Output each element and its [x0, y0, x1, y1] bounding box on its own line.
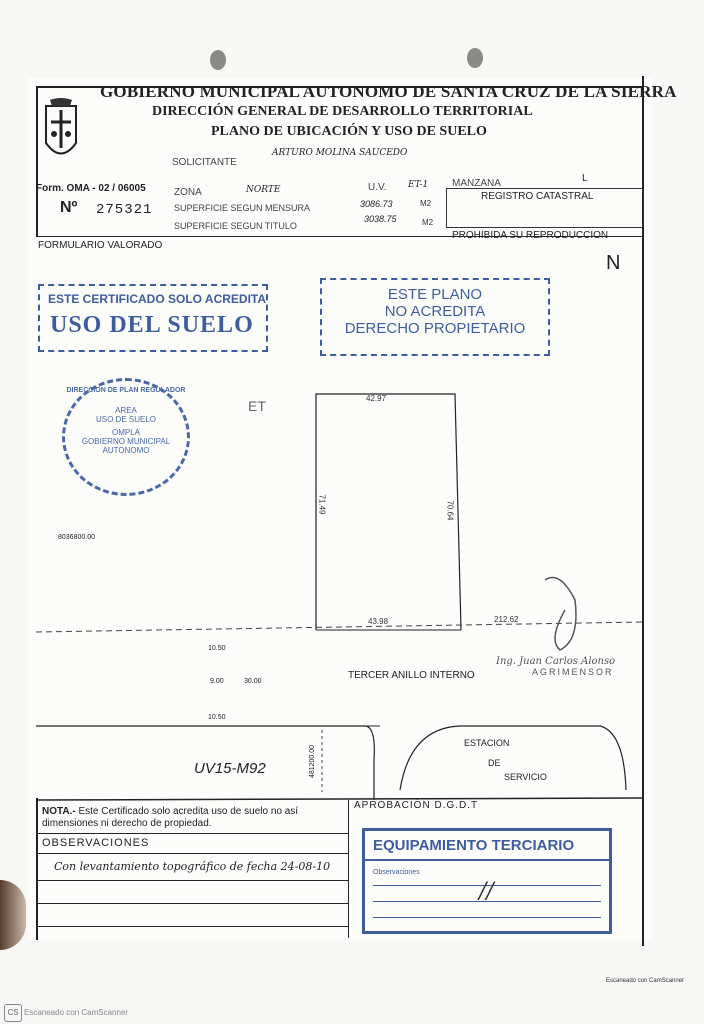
surveyor-title: AGRIMENSOR [532, 667, 614, 677]
formulario-valorado: FORMULARIO VALORADO [38, 240, 163, 251]
dim-900: 9.00 [210, 678, 224, 685]
zona-label: ZONA [174, 187, 202, 198]
footer-left-border [36, 798, 38, 940]
zona-value: NORTE [246, 185, 281, 195]
observaciones-handwritten: Con levantamiento topográfico de fecha 24-08-10 [54, 860, 331, 873]
solicitante-label: SOLICITANTE [172, 157, 237, 168]
observaciones-label: OBSERVACIONES [42, 837, 150, 849]
number-label: Nº [60, 199, 78, 216]
surveyor-stamp [496, 656, 626, 677]
nota-block [42, 806, 342, 830]
coord-x: 481200.00 [309, 744, 317, 779]
camscanner-logo-icon: CS [4, 1004, 22, 1022]
road-label: TERCER ANILLO INTERNO [348, 670, 475, 681]
sup-mensura-label: SUPERFICIE SEGUN MENSURA [174, 203, 311, 213]
manzana-label: MANZANA [452, 178, 501, 189]
stamp-no-acredita-line2: NO ACREDITA [384, 303, 486, 320]
form-number: 275321 [96, 202, 153, 218]
estacion-line-2: DE [488, 758, 501, 768]
footer-divider [348, 800, 349, 938]
plan-left-dim: 71.49 [317, 494, 327, 515]
nota-text: Este Certificado solo acredita uso de suelo no así dimensiones ni derecho de propiedad. [42, 806, 299, 829]
estacion-line-3: SERVICIO [504, 772, 547, 782]
north-arrow: N [606, 252, 621, 274]
dim-1050-top: 10.50 [208, 645, 226, 652]
surveyor-name: Ing. Juan Carlos Alonso [496, 656, 616, 667]
stamp-equipamiento-title: EQUIPAMIENTO TERCIARIO [373, 837, 575, 854]
sup-titulo-label: SUPERFICIE SEGUN TITULO [174, 221, 297, 231]
seal-ring-text: DIRECCION DE PLAN REGULADOR [66, 387, 186, 394]
stamp-equipamiento-rule [365, 859, 609, 861]
aprobacion-label: APROBACIÓN D.G.D.T [354, 800, 479, 811]
stamp-no-acredita-line3: DERECHO PROPIETARIO [344, 320, 526, 337]
dim-3000: 30.00 [244, 678, 262, 685]
seal-line-4: GOBIERNO MUNICIPAL [81, 437, 171, 446]
seal-line-3: OMPLA [111, 428, 140, 437]
title-line-2: DIRECCIÓN GENERAL DE DESARROLLO TERRITORIAL [152, 104, 533, 119]
stamp-uso-line1: ESTE CERTIFICADO SOLO ACREDITA [48, 292, 267, 306]
scanner-watermark-left: Escaneado con CamScanner [24, 1008, 129, 1017]
uv-block-label: UV15-M92 [194, 760, 266, 777]
plan-right-dim: 70.64 [445, 500, 455, 521]
obs-line [36, 926, 348, 927]
title-line-1: GOBIERNO MUNICIPAL AUTONOMO DE SANTA CRUZ DE LA SIERRA [100, 82, 677, 101]
sup-titulo-value: 3038.75 [364, 214, 397, 224]
sup-mensura-unit: M2 [420, 199, 432, 208]
sup-titulo-unit: M2 [422, 218, 434, 227]
sup-mensura-value: 3086.73 [360, 199, 393, 209]
dim-1050-bottom: 10.50 [208, 714, 226, 721]
obs-line [36, 853, 348, 854]
form-code: Form. OMA - 02 / 06005 [36, 183, 146, 194]
stamp-line [373, 917, 601, 918]
plan-bottom-dim: 43.98 [368, 617, 389, 626]
stamp-no-acredita-line1: ESTE PLANO [387, 286, 483, 303]
obs-line [36, 903, 348, 904]
seal-line-2: USO DE SUELO [95, 415, 156, 424]
plan-et-label: ET [248, 398, 266, 414]
stamp-equipamiento-obs: Observaciones [373, 869, 420, 876]
signature-mark: // [479, 879, 494, 904]
title-line-3: PLANO DE UBICACIÓN Y USO DE SUELO [211, 124, 487, 139]
stamp-equipamiento [362, 828, 612, 934]
dim-212: 212.62 [494, 615, 519, 624]
nota-label: NOTA.- [42, 806, 76, 817]
prohibida-text: PROHIBIDA SU REPRODUCCION [452, 230, 609, 241]
estacion-line-1: ESTACION [464, 738, 510, 748]
registro-label: REGISTRO CATASTRAL [481, 191, 594, 202]
plan-top-dim: 42.97 [366, 394, 387, 403]
scanner-watermark-right: Escaneado con CamScanner [606, 978, 685, 984]
solicitante-value: ARTURO MOLINA SAUCEDO [272, 148, 408, 158]
uv-value: ET-1 [408, 180, 429, 190]
obs-top-line [36, 833, 348, 834]
coord-y: 8036800.00 [58, 534, 95, 541]
obs-line [36, 880, 348, 881]
stamp-uso-line2: USO DEL SUELO [50, 312, 254, 338]
uv-label: U.V. [368, 182, 387, 193]
seal-line-1: AREA [115, 406, 137, 415]
manzana-value: L [582, 173, 588, 184]
seal-line-5: AUTONOMO [102, 446, 150, 455]
